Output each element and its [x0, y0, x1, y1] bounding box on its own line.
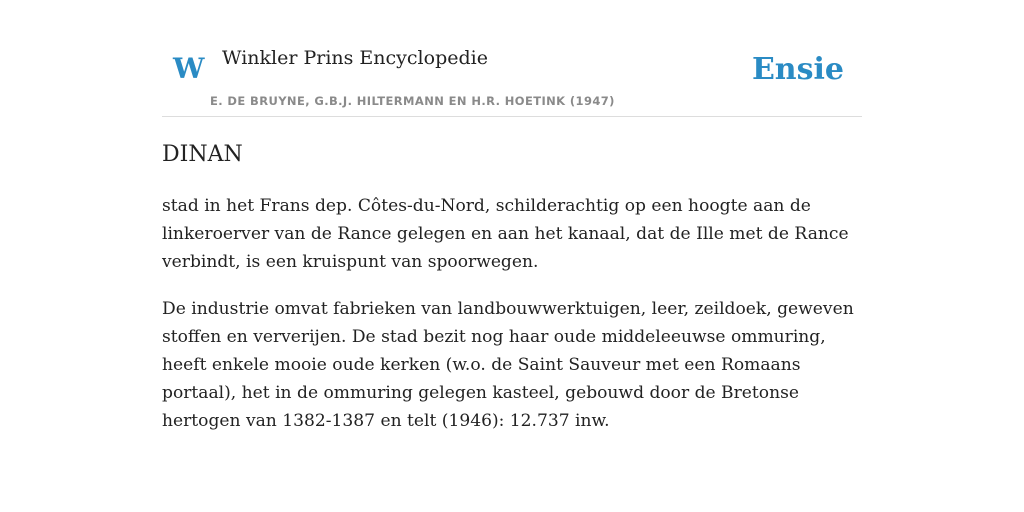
entry-paragraph: De industrie omvat fabrieken van landbouwwerktuigen, leer, zeildoek, geweven stoffen en ververijen. De stad bezit nog haar oude middeleeuwse ommuring, heeft enkele mooie oude kerken (w.o. de Saint Sauveur met een Romaans portaal), het in de ommuring gelegen kasteel, gebouwd door de Bretonse hertogen van 1382-1387 en telt (1946): 12.737 inw.	[162, 299, 854, 431]
ensie-logo-link[interactable]: Ensie	[751, 52, 844, 87]
article-page	[162, 0, 862, 512]
publication-logo[interactable]: W	[173, 52, 205, 85]
publication-title[interactable]: Winkler Prins Encyclopedie	[222, 47, 488, 69]
entry-body	[162, 192, 862, 454]
entry-paragraph: stad in het Frans dep. Côtes-du-Nord, schilderachtig op een hoogte aan de linkeroerver van de Rance gelegen en aan het kanaal, dat de Ille met de Rance verbindt, is een kruispunt van spoorwegen.	[162, 196, 849, 272]
publication-header	[162, 0, 862, 117]
publication-authors: E. DE BRUYNE, G.B.J. HILTERMANN EN H.R. HOETINK (1947)	[210, 94, 615, 108]
entry-title: DINAN	[162, 142, 243, 167]
